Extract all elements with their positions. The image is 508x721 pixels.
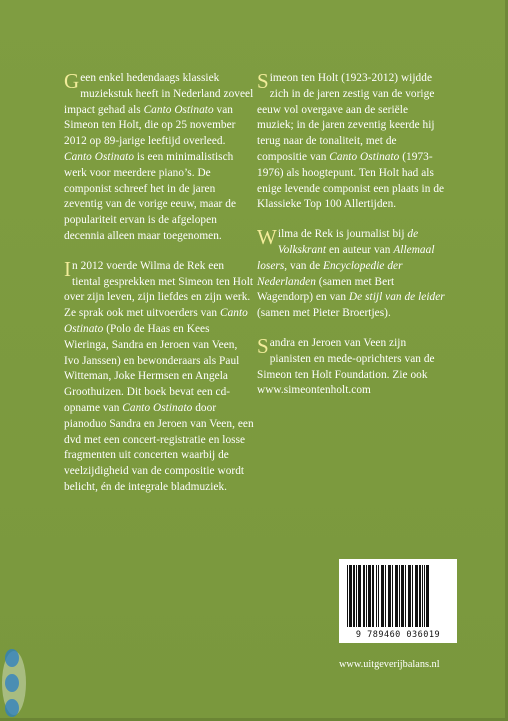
publisher-website: www.uitgeverijbalans.nl bbox=[339, 659, 440, 670]
composer-bio-paragraph bbox=[257, 71, 447, 213]
text: andra en Jeroen van Veen zijn pianisten en mede-oprichters van de Simeon ten Holt Foundation. Zie ook www.simeontenholt.com bbox=[257, 336, 435, 397]
barcode-bar bbox=[412, 565, 413, 627]
drop-cap: I bbox=[64, 256, 72, 281]
barcode-bar bbox=[408, 565, 411, 627]
pianists-bio-paragraph bbox=[257, 333, 447, 399]
author-bio-paragraph bbox=[257, 227, 447, 322]
barcode-bar bbox=[381, 565, 384, 627]
intro-paragraph bbox=[64, 71, 254, 245]
text: en auteur van bbox=[326, 243, 394, 256]
barcode-bar bbox=[401, 565, 404, 627]
italic-title: Canto Ostinato bbox=[329, 150, 400, 163]
text: , van de bbox=[284, 259, 324, 272]
isbn-number: 9 789460 036019 bbox=[355, 630, 441, 640]
barcode-bar bbox=[399, 565, 400, 627]
barcode-bar bbox=[363, 565, 365, 627]
barcode-bar bbox=[376, 565, 377, 627]
barcode-bar bbox=[426, 565, 429, 627]
book-content-paragraph bbox=[64, 256, 254, 496]
barcode-bar bbox=[422, 565, 423, 627]
drop-cap: W bbox=[257, 225, 277, 250]
italic-title: Canto Ostinato bbox=[122, 401, 193, 414]
text: van Simeon ten Holt, die op 25 november 2012 op 89-jarige leeftijd overleed. bbox=[64, 103, 236, 148]
italic-title: de Volkskrant bbox=[277, 228, 419, 256]
italic-title: Canto Ostinato bbox=[143, 103, 214, 116]
barcode-bar bbox=[419, 565, 421, 627]
barcode-bar bbox=[405, 565, 406, 627]
barcode-bar bbox=[395, 565, 398, 627]
italic-title: De stijl van de leider bbox=[348, 291, 445, 304]
barcode-bars bbox=[345, 565, 451, 627]
text: ilma de Rek is journalist bij bbox=[277, 228, 408, 241]
text: door pianoduo Sandra en Jeroen van Veen, een dvd met een concert-registratie en losse fragmenten uit concerten waarbij de veelzijdigheid van de compositie wordt belicht, én de integrale bladmuziek. bbox=[64, 401, 254, 493]
drop-cap: S bbox=[257, 69, 269, 93]
barcode-bar bbox=[424, 565, 425, 627]
right-column bbox=[257, 71, 447, 413]
barcode-bar bbox=[372, 565, 374, 627]
text: (Polo de Haas en Kees Wieringa, Sandra en Jeroen van Veen, Ivo Janssen) en bewonderaars als Paul Witteman, Joke Hermsen en Angela Groothuizen. Dit boek bevat een cd-opname van bbox=[64, 322, 240, 414]
italic-title: Canto Ostinato bbox=[64, 307, 248, 335]
barcode-bar bbox=[356, 565, 357, 627]
drop-cap: S bbox=[257, 333, 269, 358]
barcode-bar bbox=[366, 565, 367, 627]
text: een enkel hedendaags klassiek muziekstuk heeft in Nederland zoveel impact gehad als bbox=[64, 72, 254, 116]
text: imeon ten Holt (1923-2012) wijdde zich in de jaren zestig van de vorige eeuw vol overgave aan de seriële muziek; in de jaren zeventig keerde hij terug naar de tonaliteit, met de compositie van bbox=[257, 72, 435, 163]
italic-title: Encyclopedie der Nederlanden bbox=[257, 259, 403, 288]
barcode-bar bbox=[388, 565, 391, 627]
text: (samen met Bert Wagendorp) en van bbox=[257, 275, 395, 304]
bol-logo-icon bbox=[0, 623, 48, 720]
left-column bbox=[64, 71, 254, 510]
text: n 2012 voerde Wilma de Rek een tiental gesprekken met Simeon ten Holt over zijn leven, zijn liefdes en zijn werk. Ze sprak ook met uitvoerders van bbox=[64, 259, 254, 320]
italic-title: Allemaal losers bbox=[257, 243, 435, 272]
barcode-bar bbox=[347, 565, 348, 627]
barcode-bar bbox=[392, 565, 393, 627]
text: (samen met Pieter Broertjes). bbox=[257, 307, 391, 320]
italic-title: Canto Ostinato bbox=[64, 150, 135, 163]
barcode-bar bbox=[378, 565, 379, 627]
barcode-bar bbox=[368, 565, 371, 627]
barcode-bar bbox=[353, 565, 355, 627]
barcode-bar bbox=[415, 565, 418, 627]
text: is een minimalistisch werk voor meerdere piano’s. De componist schreef het in de jaren zeventig van de vorige eeuw, maar de populariteit ervan is de afgelopen decennia alleen maar toegenomen. bbox=[64, 150, 237, 242]
drop-cap: G bbox=[64, 69, 80, 93]
text: (1973-1976) als hoogtepunt. Ten Holt had als enige levende componist een plaats in de Klassieke Top 100 Allertijden. bbox=[257, 150, 445, 211]
barcode-bar bbox=[349, 565, 352, 627]
barcode-bar bbox=[385, 565, 386, 627]
barcode-bar bbox=[358, 565, 361, 627]
isbn-barcode bbox=[339, 559, 457, 643]
